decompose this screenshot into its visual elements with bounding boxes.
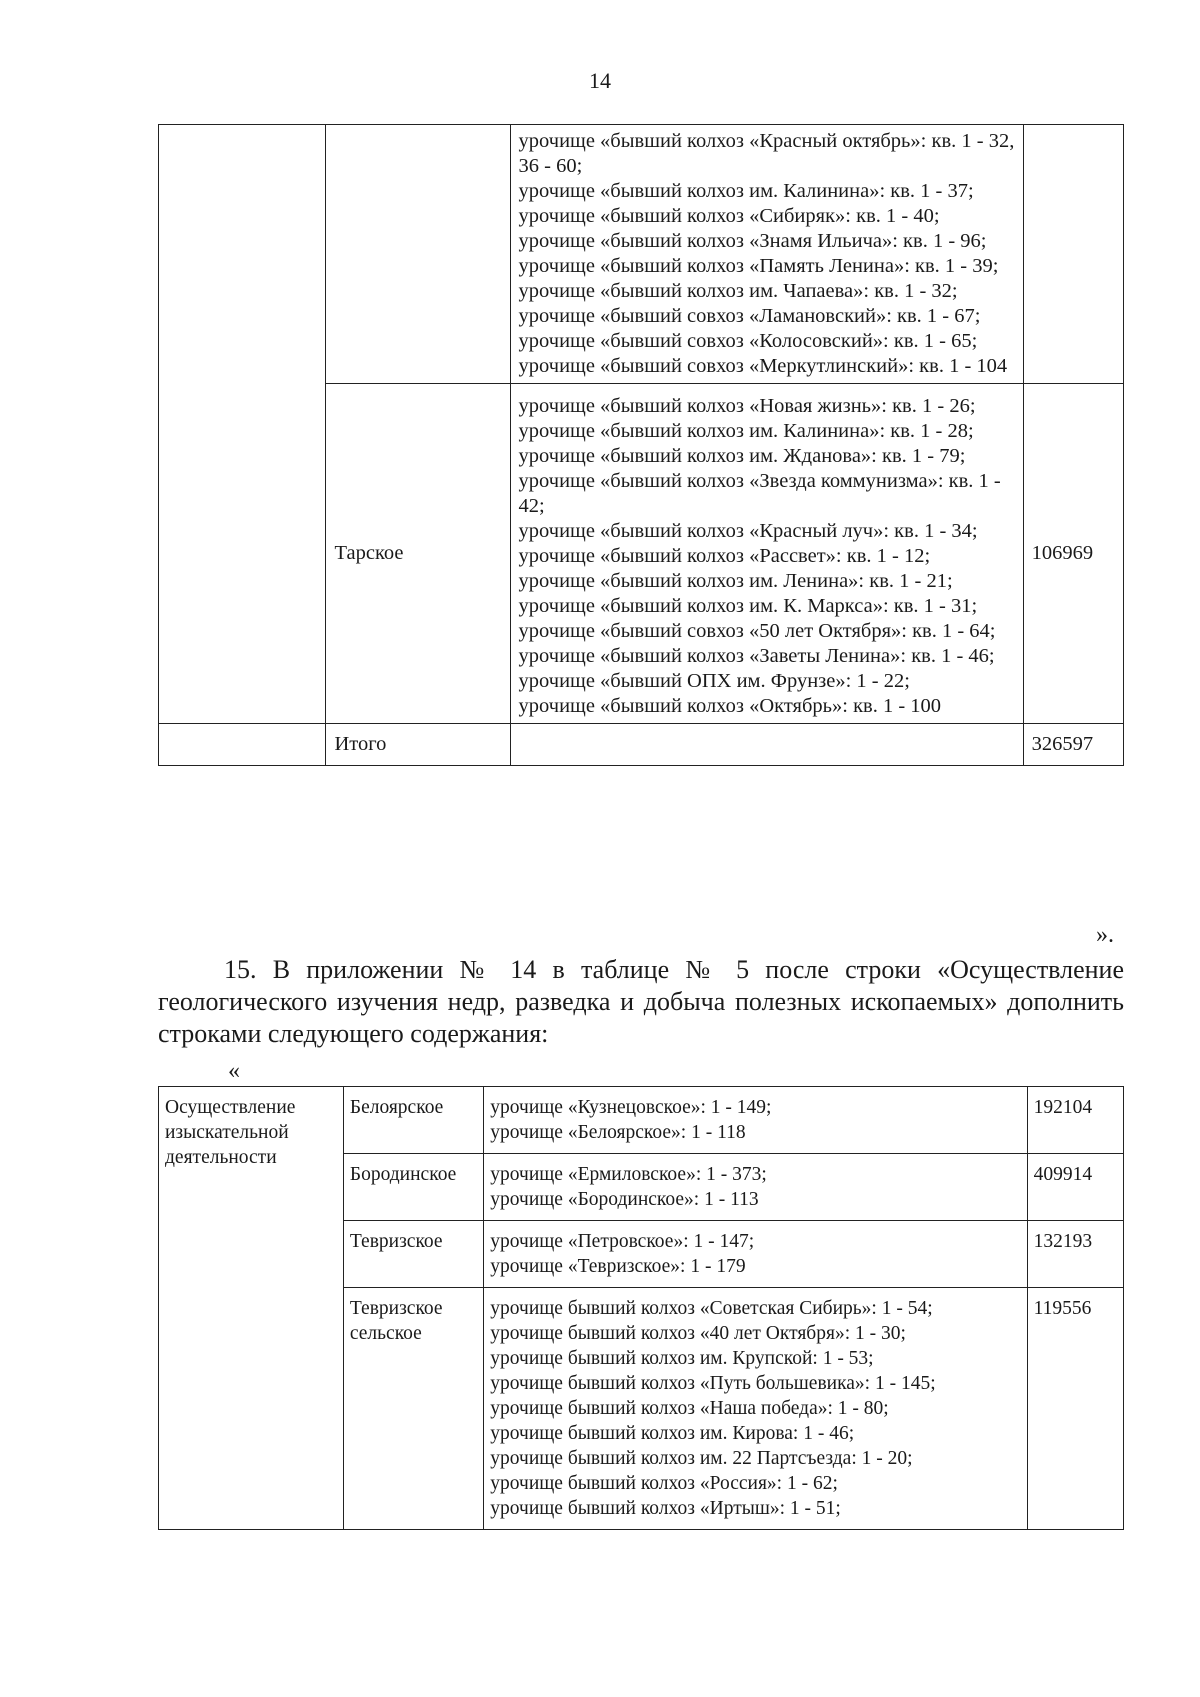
- table-row: [159, 1087, 1124, 1154]
- amendment-paragraph: 15. В приложении № 14 в таблице № 5 после строки «Осуществление геологического изучения недр, разведка и добыча полезных ископаемых» дополнить строками следующего содержания:: [158, 955, 1124, 1048]
- list-item: урочище «бывший колхоз им. Жданова»: кв. 1 - 79;: [518, 445, 966, 467]
- survey-activity-table: [158, 1086, 1124, 1530]
- activity-cell: [159, 125, 326, 724]
- list-item: урочище «бывший колхоз «Красный луч»: кв. 1 - 34;: [518, 520, 978, 542]
- list-item: урочище «бывший колхоз «Знамя Ильича»: кв. 1 - 96;: [518, 230, 987, 252]
- list-item: урочище «бывший совхоз «Ламановский»: кв. 1 - 67;: [518, 305, 981, 327]
- list-item: урочище бывший колхоз им. 22 Партсъезда: 1 - 20;: [490, 1448, 913, 1469]
- list-item: урочище «Белоярское»: 1 - 118: [490, 1122, 746, 1143]
- district-cell: [326, 125, 510, 384]
- tracts-cell: [484, 1154, 1027, 1221]
- list-item: урочище бывший колхоз им. Кирова: 1 - 46;: [490, 1423, 855, 1444]
- list-item: урочище «бывший колхоз им. Ленина»: кв. 1 - 21;: [518, 570, 953, 592]
- list-item: урочище «Петровское»: 1 - 147;: [490, 1231, 755, 1252]
- list-item: урочище «бывший колхоз «Красный октябрь»: кв. 1 - 32, 36 - 60;: [518, 130, 1015, 177]
- area-cell: 192104: [1027, 1087, 1123, 1154]
- list-item: урочище бывший колхоз «40 лет Октября»: 1 - 30;: [490, 1323, 906, 1344]
- district-cell: Тевризское: [343, 1221, 483, 1288]
- list-item: урочище «Ермиловское»: 1 - 373;: [490, 1164, 767, 1185]
- district-cell: Тевризское сельское: [343, 1288, 483, 1530]
- area-cell: 106969: [1023, 384, 1123, 724]
- activity-cell: Осуществление изыскательной деятельности: [159, 1087, 344, 1530]
- list-item: урочище «бывший колхоз им. Калинина»: кв. 1 - 28;: [518, 420, 974, 442]
- tracts-cell: [484, 1221, 1027, 1288]
- district-cell: Тарское: [326, 384, 510, 724]
- empty-cell: [159, 724, 326, 766]
- list-item: урочище «бывший колхоз им. Чапаева»: кв. 1 - 32;: [518, 280, 958, 302]
- area-cell: 132193: [1027, 1221, 1123, 1288]
- closing-quote: ».: [1096, 922, 1114, 948]
- list-item: урочище «бывший колхоз «Октябрь»: кв. 1 - 100: [518, 695, 942, 717]
- list-item: урочище бывший колхоз им. Крупской: 1 - 53;: [490, 1348, 874, 1369]
- list-item: урочище бывший колхоз «Советская Сибирь»: 1 - 54;: [490, 1298, 933, 1319]
- list-item: урочище «бывший колхоз им. Калинина»: кв. 1 - 37;: [518, 180, 974, 202]
- area-cell: 119556: [1027, 1288, 1123, 1530]
- table-row-total: [159, 724, 1124, 766]
- page-number: 14: [589, 68, 611, 93]
- lands-table-continued: [158, 124, 1124, 766]
- list-item: урочище «бывший совхоз «50 лет Октября»: кв. 1 - 64;: [518, 620, 996, 642]
- list-item: урочище «бывший колхоз «Звезда коммунизма»: кв. 1 - 42;: [518, 470, 1001, 517]
- tracts-cell: [510, 384, 1023, 724]
- list-item: урочище «бывший колхоз «Заветы Ленина»: кв. 1 - 46;: [518, 645, 995, 667]
- list-item: урочище «бывший колхоз «Сибиряк»: кв. 1 - 40;: [518, 205, 940, 227]
- list-item: урочище «бывший ОПХ им. Фрунзе»: 1 - 22;: [518, 670, 910, 692]
- opening-quote: «: [228, 1058, 240, 1084]
- list-item: урочище «Тевризское»: 1 - 179: [490, 1256, 746, 1277]
- list-item: урочище бывший колхоз «Наша победа»: 1 - 80;: [490, 1398, 889, 1419]
- total-value: 326597: [1023, 724, 1123, 766]
- list-item: урочище «Кузнецовское»: 1 - 149;: [490, 1097, 772, 1118]
- area-cell: 409914: [1027, 1154, 1123, 1221]
- list-item: урочище «Бородинское»: 1 - 113: [490, 1189, 759, 1210]
- tracts-cell: [484, 1288, 1027, 1530]
- list-item: урочище «бывший совхоз «Меркутлинский»: кв. 1 - 104: [518, 355, 1008, 377]
- total-label: Итого: [326, 724, 510, 766]
- list-item: урочище «бывший колхоз «Новая жизнь»: кв. 1 - 26;: [518, 395, 976, 417]
- list-item: урочище «бывший колхоз «Память Ленина»: кв. 1 - 39;: [518, 255, 999, 277]
- list-item: урочище «бывший совхоз «Колосовский»: кв. 1 - 65;: [518, 330, 978, 352]
- list-item: урочище бывший колхоз «Россия»: 1 - 62;: [490, 1473, 838, 1494]
- list-item: урочище бывший колхоз «Путь большевика»: 1 - 145;: [490, 1373, 936, 1394]
- list-item: урочище «бывший колхоз «Рассвет»: кв. 1 - 12;: [518, 545, 931, 567]
- area-cell: [1023, 125, 1123, 384]
- table-row: [159, 125, 1124, 384]
- district-cell: Бородинское: [343, 1154, 483, 1221]
- tracts-cell: [510, 125, 1023, 384]
- list-item: урочище бывший колхоз «Иртыш»: 1 - 51;: [490, 1498, 841, 1519]
- list-item: урочище «бывший колхоз им. К. Маркса»: кв. 1 - 31;: [518, 595, 978, 617]
- district-cell: Белоярское: [343, 1087, 483, 1154]
- tracts-cell: [484, 1087, 1027, 1154]
- empty-cell: [510, 724, 1023, 766]
